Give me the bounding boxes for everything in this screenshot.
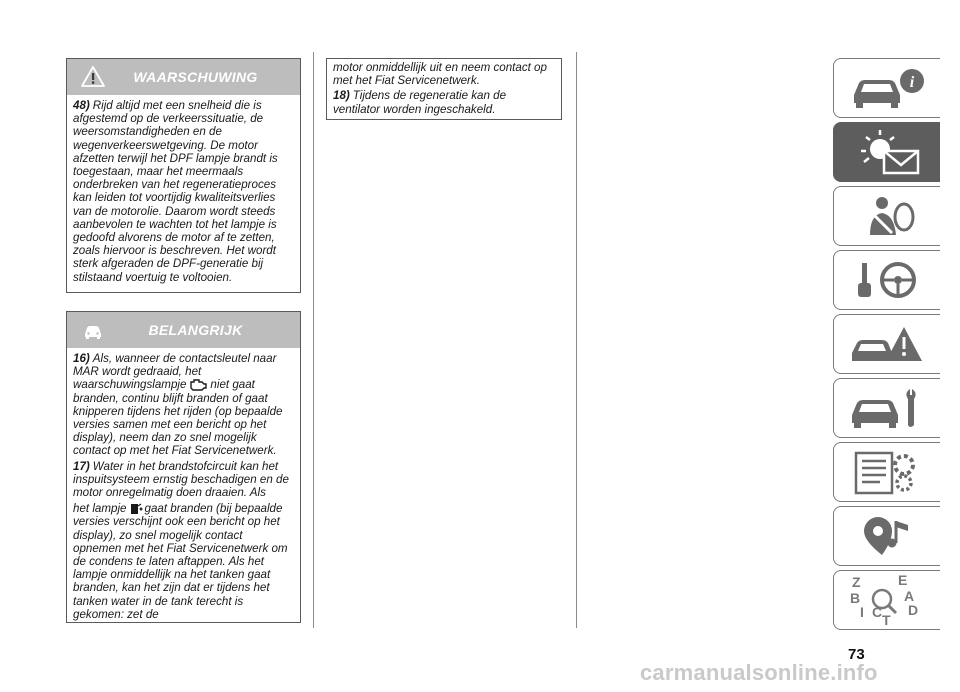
tab-maintenance[interactable] xyxy=(833,378,940,438)
tab-index[interactable] xyxy=(833,570,940,630)
important-box-title: BELANGRIJK xyxy=(148,322,243,338)
tab-emergency[interactable] xyxy=(833,314,940,374)
tab-starting-driving[interactable] xyxy=(833,250,940,310)
warning-box-header xyxy=(67,59,300,95)
item-text-after: niet gaat branden, continu blijft branden of gaat knipperen tijdens het rijden (op bepaalde versies samen met een bericht op het display), neem dan zo snel mogelijk contact op met het Fiat Servicenetwerk. xyxy=(73,378,283,458)
index-letter: D xyxy=(908,602,919,618)
seatbelt-airbag-icon xyxy=(842,191,932,241)
index-letter: E xyxy=(898,572,908,588)
item-text: Water in het brandstofcircuit kan het inspuitsysteem ernstig beschadigen en de motor onregelmatig doen draaien. Als xyxy=(73,459,289,500)
column-divider-2 xyxy=(576,52,577,628)
index-letter: Z xyxy=(852,574,861,590)
index-letter: T xyxy=(882,612,891,628)
engine-check-icon xyxy=(188,378,208,391)
index-letter: A xyxy=(904,588,915,604)
tab-technical-data[interactable] xyxy=(833,442,940,502)
tab-dashboard-warnings[interactable] xyxy=(833,122,940,182)
warning-box-title: WAARSCHUWING xyxy=(133,69,258,85)
tab-safety[interactable] xyxy=(833,186,940,246)
svg-text:i: i xyxy=(909,74,915,91)
spec-list-gear-icon xyxy=(842,447,932,497)
car-caution-icon xyxy=(81,318,105,342)
item-text: Rijd altijd met een snelheid die is afgestemd op de verkeerssituatie, de weersomstandigheden en de wegenverkeerswetgeving. De motor afzetten terwijl het DPF lampje brandt is toegestaan, maar het meermaals onderbreken van het regeneratieproces kan leiden tot voortijdig kwaliteitsverlies van de motorolie. Daarom wordt steeds aanbevolen te wachten tot het lampje is gedoofd alvorens de motor af te zetten, zoals hiervoor is beschreven. Het wordt sterk afgeraden de DPF-generatie bij stilstaand voertuig te voltooien. xyxy=(73,99,278,284)
important-box-body xyxy=(67,348,300,629)
key-steering-wheel-icon xyxy=(842,255,932,305)
water-in-fuel-icon xyxy=(129,501,143,515)
important-item-continued xyxy=(73,501,294,621)
item-number: 18) xyxy=(333,89,350,103)
item-number: 16) xyxy=(73,352,90,365)
warning-box xyxy=(66,58,301,293)
column-divider-1 xyxy=(313,52,314,628)
page-number: 73 xyxy=(848,646,865,663)
item-text-after: gaat branden (bij bepaalde versies verschijnt ook een bericht op het display), zo snel mogelijk contact opnemen met het Fiat Servicenetwerk om de condens te laten aftappen. Als het lampje onmiddellijk na het tanken gaat branden, kan het zijn dat er tijdens het tanken water in de tank terecht is gekomen: zet de xyxy=(73,502,288,621)
warning-box-body xyxy=(67,95,300,292)
watermark: carmanualsonline.info xyxy=(640,660,878,685)
warning-item xyxy=(73,99,294,284)
tab-vehicle-knowledge[interactable] xyxy=(833,58,940,118)
item-number: 17) xyxy=(73,459,90,473)
important-box xyxy=(66,311,301,623)
multimedia-icon xyxy=(842,511,932,561)
index-letter: B xyxy=(850,590,861,606)
tab-multimedia[interactable] xyxy=(833,506,940,566)
car-hazard-icon xyxy=(842,319,932,369)
important-item xyxy=(73,460,294,500)
index-letter: C xyxy=(872,604,883,620)
continuation-text: motor onmiddellijk uit en neem contact op met het Fiat Servicenetwerk. xyxy=(333,61,547,88)
item-number: 48) xyxy=(73,99,90,112)
item-text-before: Als, wanneer de contactsleutel naar MAR wordt gedraaid, het waarschuwingslampje xyxy=(73,352,277,392)
car-info-icon xyxy=(842,63,932,113)
item-text: Tijdens de regeneratie kan de ventilator worden ingeschakeld. xyxy=(333,89,507,116)
item-text-before: het lampje xyxy=(73,502,127,516)
continuation-item xyxy=(333,89,555,115)
important-item xyxy=(73,352,294,458)
index-letter: I xyxy=(860,604,864,620)
warning-light-message-icon xyxy=(842,127,932,177)
warning-triangle-icon xyxy=(81,65,105,89)
important-box-header xyxy=(67,312,300,348)
continuation-box xyxy=(326,58,562,120)
car-wrench-icon xyxy=(842,383,932,433)
continuation-box-body xyxy=(327,59,561,124)
alphabetical-index-icon xyxy=(842,571,932,629)
